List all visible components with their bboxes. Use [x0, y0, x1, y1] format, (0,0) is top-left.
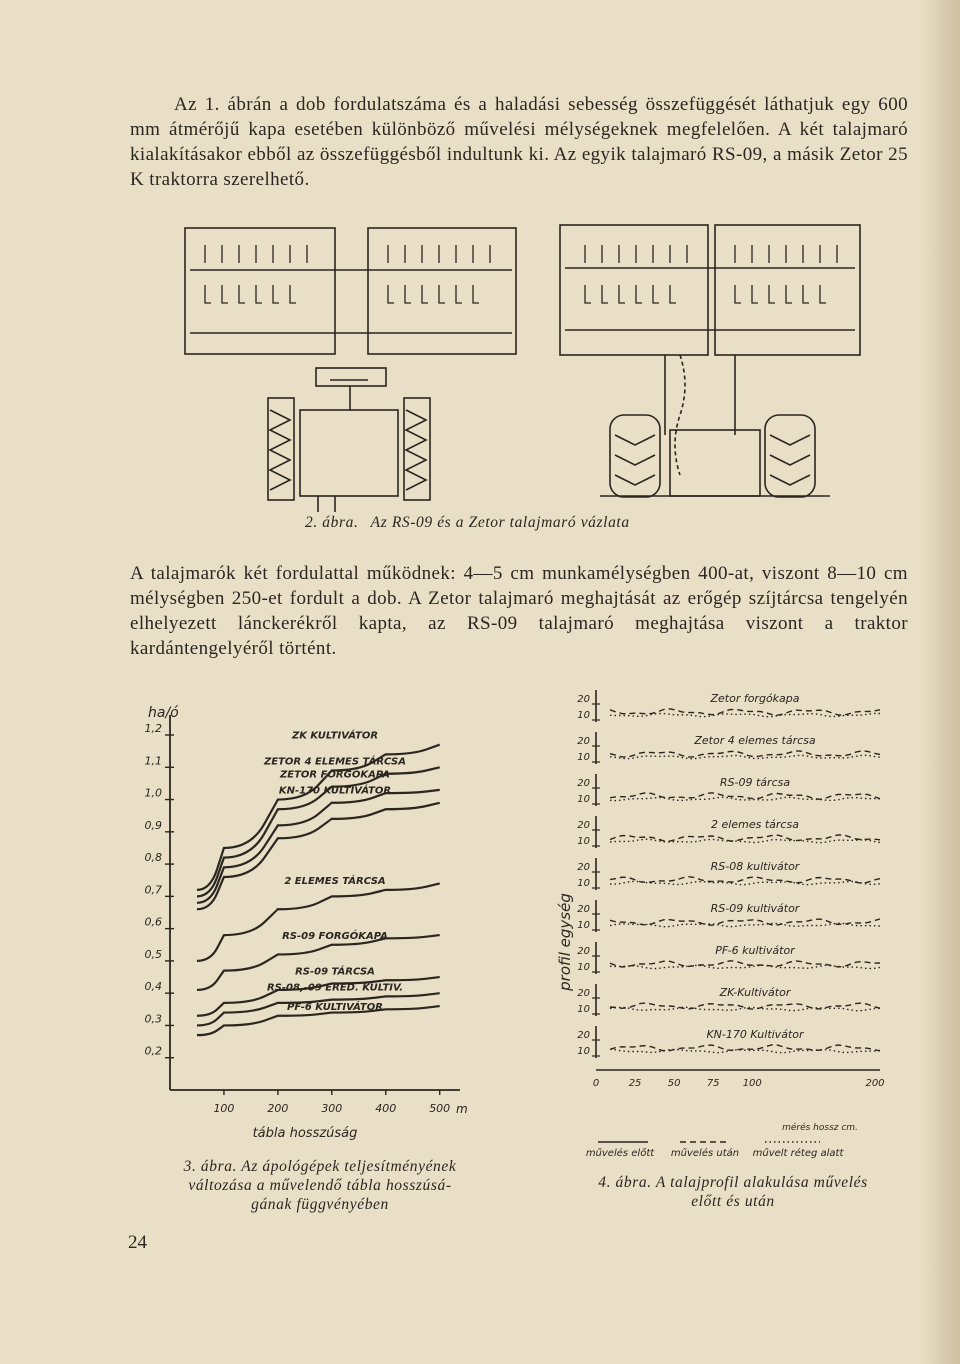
panel-tick-label: 20	[577, 988, 590, 999]
tiller-tines	[205, 245, 837, 303]
x-tick-label: 400	[375, 1102, 397, 1115]
panel-tick-label: 10	[577, 710, 590, 721]
figure-3-caption-line-3: gának függvényében	[251, 1196, 389, 1213]
panel-tick-label: 10	[577, 1004, 590, 1015]
panel-label: KN-170 Kultivátor	[706, 1028, 804, 1041]
series-label: ZETOR FORGÓKAPA	[280, 769, 390, 781]
figure-3-y-unit: ha/ó	[148, 705, 179, 721]
series-label: RS-09 FORGÓKAPA	[282, 930, 388, 942]
figure-3-series-labels	[263, 729, 406, 1013]
figure-2-caption	[305, 514, 630, 532]
panel-label: Zetor 4 elemes tárcsa	[694, 734, 816, 747]
figure-4-caption-line-1: 4. ábra. A talajprofil alakulása művelés	[598, 1174, 868, 1191]
y-tick-label: 0,3	[144, 1012, 162, 1026]
figure-4-x-unit: mérés hossz cm.	[782, 1123, 858, 1133]
panel-tick-label: 10	[577, 920, 590, 931]
panel-tick-label: 10	[577, 962, 590, 973]
y-tick-label: 0,9	[144, 818, 162, 832]
panel-tick-label: 10	[577, 1046, 590, 1057]
figure-3-x-label: tábla hosszúság	[252, 1126, 358, 1141]
x-tick-label: 300	[321, 1102, 343, 1115]
panel-tick-label: 20	[577, 736, 590, 747]
figure-3-caption-line-2: változása a művelendő tábla hosszúsá-	[188, 1177, 452, 1194]
panel-tick-label: 10	[577, 878, 590, 889]
series-label: PF-6 KULTIVÁTOR	[287, 1001, 383, 1013]
y-tick-label: 1,1	[144, 754, 162, 768]
y-tick-label: 0,2	[144, 1044, 162, 1058]
panel-tick-label: 20	[577, 694, 590, 705]
figure-4-legend-after: művelés után	[670, 1148, 740, 1159]
figure-4-x-ticks	[593, 1070, 885, 1089]
figure-4-caption	[548, 1173, 918, 1211]
x-tick-label: 200	[865, 1078, 885, 1089]
figure-4-chart	[550, 672, 910, 1172]
y-tick-label: 0,7	[144, 883, 162, 897]
x-tick-label: 0	[592, 1078, 600, 1089]
panel-tick-label: 10	[577, 752, 590, 763]
figure-4-y-label: profil egység	[556, 893, 574, 991]
y-tick-label: 0,8	[144, 851, 162, 865]
series-label: 2 ELEMES TÁRCSA	[284, 875, 386, 887]
panel-tick-label: 20	[577, 862, 590, 873]
x-tick-label: 500	[429, 1102, 451, 1115]
x-tick-label: 100	[213, 1102, 235, 1115]
panel-tick-label: 20	[577, 1030, 590, 1041]
rs09-tiller-drawing	[185, 228, 516, 512]
panel-label: 2 elemes tárcsa	[711, 818, 799, 831]
figure-3-x-ticks	[213, 1090, 450, 1115]
x-tick-label: 100	[742, 1078, 762, 1089]
x-tick-label: 75	[706, 1078, 720, 1089]
x-tick-label: 50	[667, 1078, 681, 1089]
paragraph-intro: Az 1. ábrán a dob fordulatszáma és a haladási sebesség összefüggését láthatjuk egy 600 mm átmérőjű kapa esetében különböző művelési mélységeknek megfelelően. A két talajmaró kialakításakor ebből az összefüggésből indultunk ki. Az egyik talajmaró RS-09, a másik Zetor 25 K traktorra szerelhető.	[130, 94, 908, 190]
figure-3-caption-line-1: 3. ábra. Az ápológépek teljesítményének	[183, 1158, 457, 1175]
panel-tick-label: 20	[577, 778, 590, 789]
figure-4-panels	[577, 690, 880, 1058]
profile-line	[610, 1049, 880, 1053]
zetor-tiller-drawing	[560, 225, 860, 497]
series-label: KN-170 KULTIVÁTOR	[278, 785, 392, 797]
figure-4-legend-layer: művelt réteg alatt	[752, 1148, 844, 1159]
y-tick-label: 0,6	[144, 915, 162, 929]
page-number: 24	[128, 1232, 147, 1253]
y-tick-label: 1,2	[144, 722, 162, 735]
panel-tick-label: 20	[577, 946, 590, 957]
figure-2-caption-number: 2. ábra.	[305, 514, 359, 531]
profile-line	[610, 839, 880, 843]
y-tick-label: 0,4	[144, 980, 162, 994]
y-tick-label: 1,0	[144, 786, 162, 800]
figure-4-caption-line-2: előtt és után	[691, 1193, 775, 1210]
paragraph-tillers: A talajmarók két fordulattal működnek: 4—5 cm munkamélységben 400-at, viszont 8—10 cm mélységben 250-et fordult a dob. A Zetor talajmaró meghajtását az erőgép szíjtárcsa tengelyén elhelyezett lánckerékről kapta, az RS-09 talajmaró meghajtása viszont a traktor kardántengelyéről történt.	[130, 563, 908, 659]
series-label: RS-09 TÁRCSA	[295, 966, 375, 978]
series-label: ZK KULTIVÁTOR	[291, 730, 379, 742]
profile-line	[610, 965, 880, 968]
figure-2-caption-text: Az RS-09 és a Zetor talajmaró vázlata	[370, 514, 630, 531]
figure-4-legend-before: művelés előtt	[585, 1148, 655, 1159]
x-tick-label: 200	[267, 1102, 289, 1115]
figure-3-chart	[130, 695, 490, 1155]
profile-line	[610, 797, 880, 801]
profile-line	[610, 1007, 880, 1010]
series-label: ZETOR 4 ELEMES TÁRCSA	[264, 756, 406, 768]
panel-label: RS-09 kultivátor	[710, 902, 800, 915]
panel-tick-label: 10	[577, 836, 590, 847]
figure-2-drawing	[0, 0, 960, 520]
panel-tick-label: 10	[577, 794, 590, 805]
panel-label: RS-08 kultivátor	[710, 860, 800, 873]
panel-label: PF-6 kultivátor	[715, 944, 795, 957]
panel-label: ZK-Kultivátor	[719, 986, 791, 999]
y-tick-label: 0,5	[144, 947, 162, 961]
panel-tick-label: 20	[577, 820, 590, 831]
figure-3-caption	[130, 1157, 510, 1214]
series-label: RS-08,-09 ERED. KULTIV.	[266, 982, 404, 994]
x-tick-label: 25	[628, 1078, 642, 1089]
panel-label: Zetor forgókapa	[710, 692, 800, 705]
figure-3-x-unit: m	[456, 1102, 468, 1116]
panel-label: RS-09 tárcsa	[719, 776, 791, 789]
panel-tick-label: 20	[577, 904, 590, 915]
